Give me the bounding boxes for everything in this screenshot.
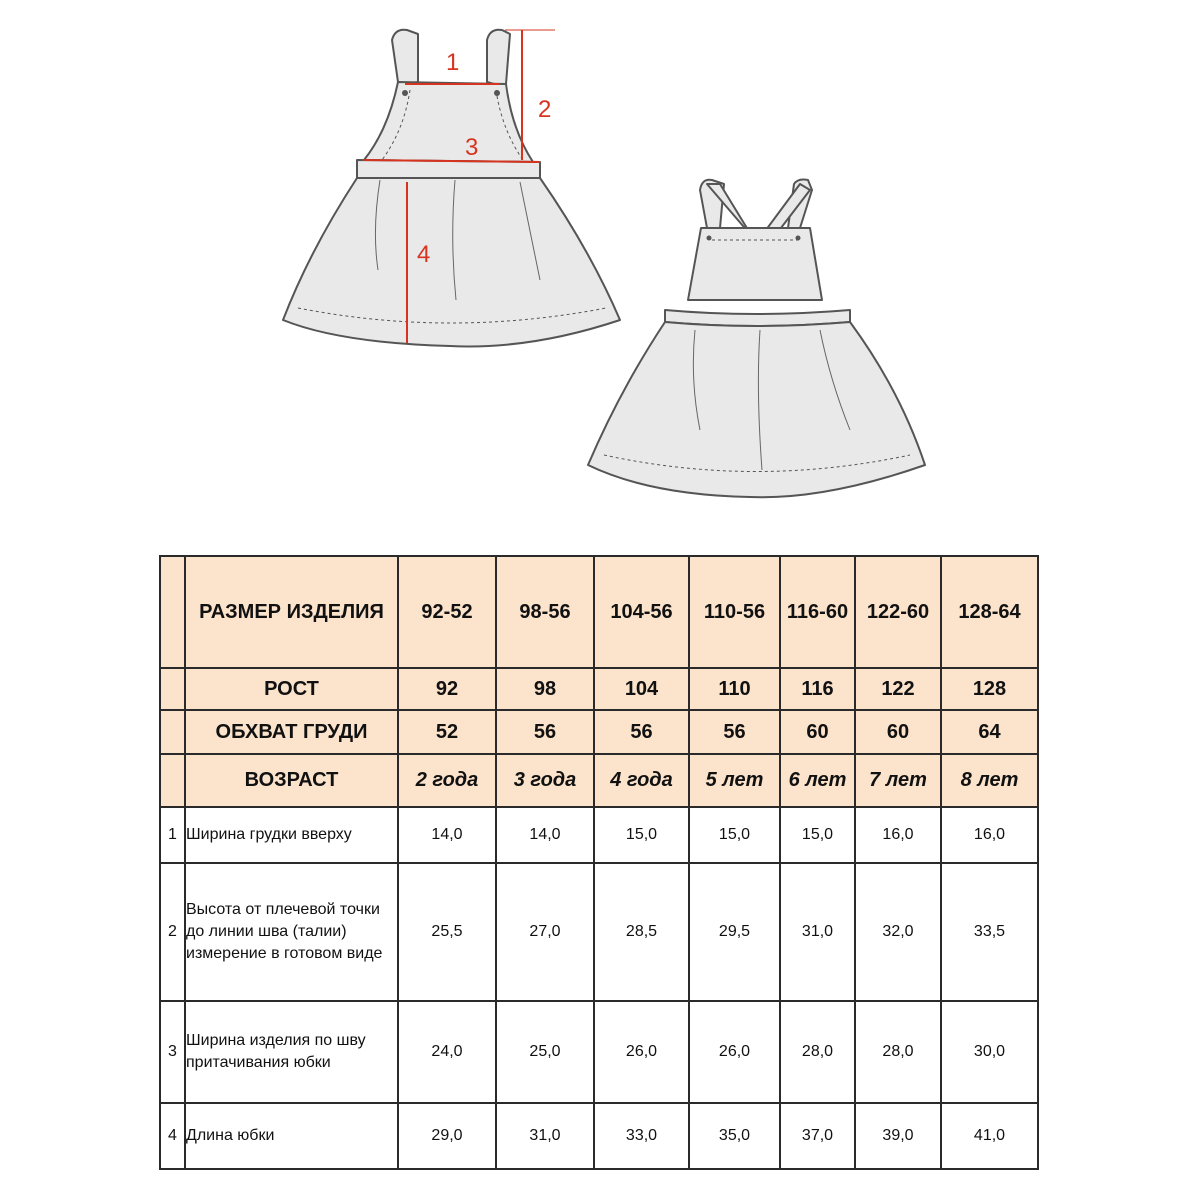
measurement-value: 41,0	[941, 1103, 1038, 1169]
chest-value: 56	[689, 710, 780, 754]
height-value: 110	[689, 668, 780, 710]
measurement-value: 24,0	[398, 1001, 496, 1103]
measurement-row-1	[160, 807, 1038, 863]
label-age: ВОЗРАСТ	[185, 754, 398, 807]
measurement-value: 25,5	[398, 863, 496, 1001]
size-128-64: 128-64	[941, 556, 1038, 668]
measurement-value: 27,0	[496, 863, 594, 1001]
measurement-value: 28,0	[780, 1001, 855, 1103]
measurement-label: Длина юбки	[185, 1103, 398, 1169]
chest-value: 52	[398, 710, 496, 754]
size-92-52: 92-52	[398, 556, 496, 668]
label-size: РАЗМЕР ИЗДЕЛИЯ	[185, 556, 398, 668]
measurement-value: 16,0	[941, 807, 1038, 863]
chest-value: 60	[780, 710, 855, 754]
row-age	[160, 754, 1038, 807]
measurement-value: 14,0	[398, 807, 496, 863]
height-value: 122	[855, 668, 941, 710]
measurement-row-3	[160, 1001, 1038, 1103]
chest-value: 56	[594, 710, 689, 754]
height-value: 98	[496, 668, 594, 710]
size-122-60: 122-60	[855, 556, 941, 668]
height-value: 128	[941, 668, 1038, 710]
age-value: 7 лет	[855, 754, 941, 807]
row-chest	[160, 710, 1038, 754]
measurement-label: Ширина грудки вверху	[185, 807, 398, 863]
age-value: 6 лет	[780, 754, 855, 807]
dress-technical-drawing	[0, 0, 1200, 530]
measurement-value: 15,0	[594, 807, 689, 863]
chest-value: 60	[855, 710, 941, 754]
age-value: 2 года	[398, 754, 496, 807]
measurement-value: 33,0	[594, 1103, 689, 1169]
measurement-label: Ширина изделия по шву притачивания юбки	[185, 1001, 398, 1103]
row-number: 4	[160, 1103, 185, 1169]
measurement-row-4	[160, 1103, 1038, 1169]
size-chart-table	[159, 555, 1039, 1170]
measurement-value: 28,5	[594, 863, 689, 1001]
label-height: РОСТ	[185, 668, 398, 710]
back-view	[588, 180, 925, 498]
chest-value: 56	[496, 710, 594, 754]
measurement-value: 16,0	[855, 807, 941, 863]
chest-value: 64	[941, 710, 1038, 754]
blank-cell	[160, 754, 185, 807]
callout-4: 4	[417, 241, 431, 268]
measurement-value: 26,0	[594, 1001, 689, 1103]
measurement-value: 35,0	[689, 1103, 780, 1169]
age-value: 5 лет	[689, 754, 780, 807]
measurement-label: Высота от плечевой точки до линии шва (талии) измерение в готовом виде	[185, 863, 398, 1001]
row-number: 2	[160, 863, 185, 1001]
callout-2: 2	[538, 96, 552, 123]
age-value: 3 года	[496, 754, 594, 807]
measurement-row-2	[160, 863, 1038, 1001]
measurement-value: 15,0	[689, 807, 780, 863]
height-value: 92	[398, 668, 496, 710]
size-110-56: 110-56	[689, 556, 780, 668]
size-98-56: 98-56	[496, 556, 594, 668]
front-view	[283, 30, 620, 347]
measurement-value: 31,0	[780, 863, 855, 1001]
measurement-value: 15,0	[780, 807, 855, 863]
size-104-56: 104-56	[594, 556, 689, 668]
callout-1: 1	[446, 49, 460, 76]
measurement-value: 26,0	[689, 1001, 780, 1103]
height-value: 116	[780, 668, 855, 710]
measurement-value: 29,5	[689, 863, 780, 1001]
blank-cell	[160, 710, 185, 754]
row-number: 1	[160, 807, 185, 863]
age-value: 4 года	[594, 754, 689, 807]
measurement-value: 14,0	[496, 807, 594, 863]
row-height	[160, 668, 1038, 710]
measurement-value: 33,5	[941, 863, 1038, 1001]
blank-cell	[160, 668, 185, 710]
label-chest: ОБХВАТ ГРУДИ	[185, 710, 398, 754]
height-value: 104	[594, 668, 689, 710]
age-value: 8 лет	[941, 754, 1038, 807]
measurement-value: 29,0	[398, 1103, 496, 1169]
measurement-value: 28,0	[855, 1001, 941, 1103]
measurement-value: 30,0	[941, 1001, 1038, 1103]
measurement-value: 25,0	[496, 1001, 594, 1103]
blank-cell	[160, 556, 185, 668]
measurement-value: 39,0	[855, 1103, 941, 1169]
row-size	[160, 556, 1038, 668]
row-number: 3	[160, 1001, 185, 1103]
measurement-value: 31,0	[496, 1103, 594, 1169]
size-116-60: 116-60	[780, 556, 855, 668]
measurement-value: 32,0	[855, 863, 941, 1001]
measurement-value: 37,0	[780, 1103, 855, 1169]
callout-3: 3	[465, 134, 479, 161]
